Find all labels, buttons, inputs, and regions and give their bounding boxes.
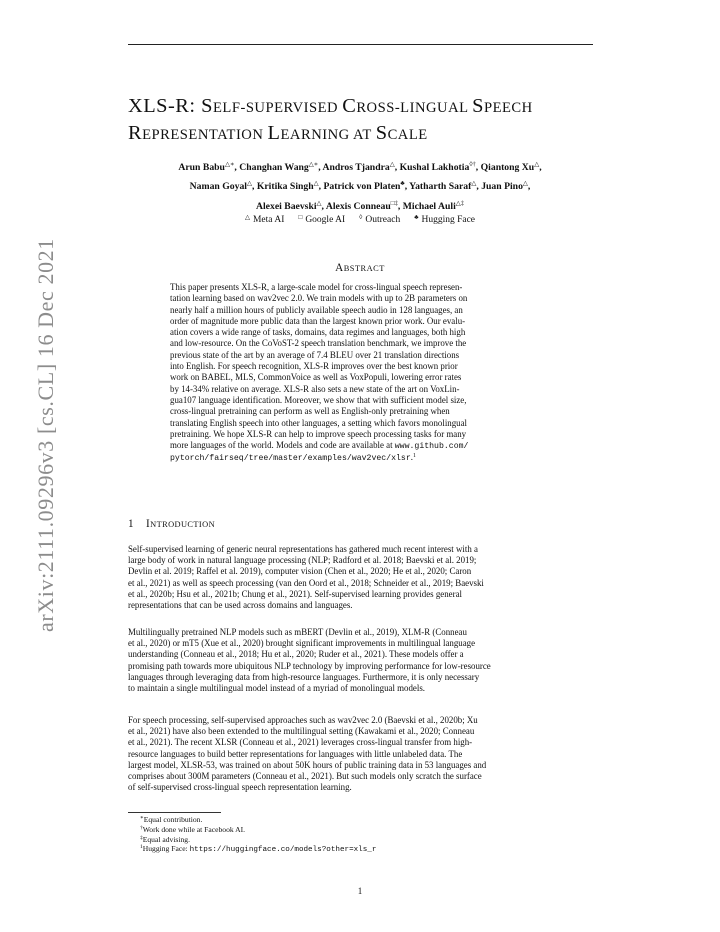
abstract-line: order of magnitude more public data than the largest known prior work. Our evalu-	[170, 315, 466, 326]
title-segment: EPRESENTATION	[142, 127, 268, 143]
paragraph-line: of self-supervised cross-lingual speech representation learning.	[128, 782, 352, 793]
abstract-body	[170, 282, 554, 465]
affiliation	[245, 215, 284, 225]
paragraph-line: et al., 2021). The recent XLSR (Conneau et al., 2021) leverages cross-lingual transfer from high-	[128, 737, 473, 748]
author-name: Qiantong Xu	[480, 162, 535, 173]
affiliation-symbol: ◊	[359, 214, 363, 221]
affiliation-list	[120, 213, 600, 225]
author-name: Yatharth Saraf	[409, 181, 472, 193]
paragraph-line: largest model, XLSR-53, was trained on about 50K hours of public training data in 53 languages and	[128, 759, 487, 770]
affiliation-mark: ◊†	[469, 161, 476, 168]
footnote-mark: †	[140, 824, 143, 831]
author-name: Changhan Wang	[239, 162, 309, 173]
author-separator: ,	[321, 200, 326, 212]
title-segment: C	[342, 95, 357, 117]
footnote-mark: 1	[140, 844, 143, 851]
affiliation-name: Google AI	[305, 215, 346, 225]
footnote	[140, 815, 376, 825]
paragraph-line: et al., 2021) have also been extended to the multilingual setting (Kawakami et al., 2020; Conneau	[128, 726, 475, 737]
author-separator: ,	[394, 162, 400, 173]
section-title-segment: NTRODUCTION	[150, 520, 216, 529]
affiliation-mark: △∗	[224, 161, 235, 168]
affiliation-mark: ♣	[400, 180, 405, 188]
paragraph-line: languages through leveraging data from high-resource languages. Furthermore, it is only necessary	[128, 671, 480, 682]
abstract-line: translating English speech into other languages, a setting which favors monolingual	[170, 417, 468, 428]
page-number: 1	[357, 886, 363, 896]
affiliation-mark: △‡	[455, 199, 465, 207]
author-separator: ,	[234, 162, 240, 173]
title-segment: S	[375, 122, 388, 144]
affiliation-name: Meta AI	[252, 215, 285, 225]
author-line	[120, 177, 600, 196]
paragraph-line: comprises about 300M parameters (Conneau et al., 2021). But such models only scratch the surface	[128, 771, 482, 782]
affiliation-mark: △∗	[308, 161, 319, 168]
author-name: Alexei Baevski	[255, 200, 317, 212]
author-name: Alexis Conneau	[325, 200, 391, 212]
title-segment: ELF-SUPERVISED	[213, 100, 343, 116]
author-separator: ,	[251, 181, 257, 193]
paragraph-line: large body of work in natural language processing (NLP; Radford et al. 2018; Baevski et al. 2019;	[128, 555, 477, 566]
section-number: 1	[128, 518, 134, 530]
abstract-line	[170, 440, 554, 452]
author-name: Michael Auli	[402, 200, 456, 212]
intro-paragraph-3	[128, 715, 593, 793]
code-repository-link-continued[interactable]: pytorch/fairseq/tree/master/examples/wav2vec/xlsr	[170, 454, 411, 464]
author-separator: ,	[475, 162, 481, 173]
title-segment: CALE	[387, 127, 428, 143]
abstract-line: nearly half a million hours of publicly available speech audio in 128 languages, an	[170, 304, 463, 315]
paragraph-line: For speech processing, self-supervised approaches such as wav2vec 2.0 (Baevski et al., 2020b; Xu	[128, 715, 478, 725]
author-name: Patrick von Platen	[323, 181, 401, 193]
author-separator: ,	[476, 181, 482, 193]
paragraph-line: understanding (Conneau et al., 2018; Hu et al., 2020; Ruder et al., 2021). These models offer a	[128, 649, 464, 660]
affiliation	[359, 215, 400, 225]
footnote	[140, 825, 376, 835]
author-name: Arun Babu	[178, 162, 225, 173]
affiliation-mark: △	[471, 180, 477, 188]
footnote-text: Hugging Face:	[142, 844, 190, 854]
footnote-rule	[128, 812, 221, 813]
affiliation-mark: □‡	[390, 199, 398, 207]
abstract-heading-segment: A	[335, 262, 344, 274]
affiliation-mark: △	[522, 180, 528, 188]
abstract-line: cross-lingual pretraining can perform as well as English-only pretraining when	[170, 406, 450, 417]
title-segment: PEECH	[483, 100, 533, 116]
affiliation-symbol: □	[298, 214, 303, 221]
footnote-text: Work done while at Facebook AI.	[142, 824, 246, 834]
footnote-text: Equal advising.	[142, 834, 190, 844]
abstract-line: This paper presents XLS-R, a large-scale model for cross-lingual speech represen-	[170, 282, 463, 292]
paragraph-line: et al., 2020b; Hsu et al., 2021b; Chung et al., 2021). Self-supervised learning provides general	[128, 588, 462, 599]
title-segment: L	[267, 122, 281, 144]
section-title-segment: I	[146, 518, 151, 530]
footnote	[140, 835, 376, 845]
footnote-list	[140, 815, 376, 856]
paragraph-line: Devlin et al. 2019; Raffel et al. 2019), computer vision (Chen et al., 2020; He et al., 2020; Caron	[128, 566, 472, 577]
abstract-line: pretraining. We hope XLS-R can help to improve speech processing tasks for many	[170, 428, 467, 439]
author-separator: ,	[539, 162, 542, 173]
affiliation-mark: △	[389, 161, 395, 168]
abstract-line: gua107 language identification. Moreover, we show that with sufficient model size,	[170, 394, 467, 405]
title-segment: EARNING AT	[280, 127, 376, 143]
author-separator: ,	[404, 181, 410, 193]
author-name: Juan Pino	[481, 181, 523, 193]
title-segment: S	[472, 95, 484, 117]
affiliation-symbol: ♣	[414, 214, 419, 221]
author-separator: ,	[318, 162, 323, 173]
abstract-line: previous state of the art by an average of 7.4 BLEU over 21 translation directions	[170, 349, 460, 360]
author-separator: ,	[318, 181, 324, 193]
abstract-lines	[170, 282, 554, 440]
title-segment: R	[128, 122, 143, 144]
affiliation-mark: △	[316, 199, 322, 207]
title-segment: ROSS-LINGUAL	[356, 100, 473, 116]
section-heading-introduction	[128, 518, 215, 530]
abstract-line: ation covers a wide range of tasks, domains, data regimes and languages, both high	[170, 327, 466, 338]
affiliation-mark: △	[246, 180, 252, 188]
header-rule	[128, 44, 593, 45]
abstract-text-fragment: .	[410, 452, 413, 463]
author-name: Kushal Lakhotia	[399, 162, 470, 173]
paragraph-line: et al., 2021) as well as speech processing (van den Oord et al., 2018; Schneider et al., 2019; Baevski	[128, 577, 484, 588]
paragraph-line: et al., 2020) or mT5 (Xue et al., 2020) brought significant improvements in multilingual language	[128, 638, 476, 649]
footnote-mark: ‡	[140, 834, 143, 841]
author-separator: ,	[527, 181, 531, 193]
intro-paragraph-1	[128, 544, 593, 611]
paragraph-line: promising path towards more ubiquitous NLP technology by improving performance for low-resource	[128, 660, 491, 671]
arxiv-identifier[interactable]: arXiv:2111.09296v3 [cs.CL] 16 Dec 2021	[33, 238, 58, 632]
affiliation-mark: △	[313, 180, 319, 188]
title-line-2	[128, 121, 608, 148]
footnote-ref[interactable]: 1	[412, 453, 416, 460]
paragraph-line: Multilingually pretrained NLP models such as mBERT (Devlin et al., 2019), XLM-R (Conneau	[128, 627, 467, 637]
section-title	[146, 518, 215, 530]
author-separator: ,	[397, 200, 403, 212]
footnote	[140, 844, 376, 856]
footnote-link[interactable]: https://huggingface.co/models?other=xls_r	[189, 846, 377, 855]
paragraph-line: Self-supervised learning of generic neural representations has gathered much recent interest with a	[128, 544, 478, 554]
abstract-line: and low-resource. On the CoVoST-2 speech translation benchmark, we improve the	[170, 338, 467, 349]
abstract-heading	[0, 262, 720, 274]
author-name: Naman Goyal	[189, 181, 247, 193]
abstract-heading-segment: BSTRACT	[343, 264, 385, 273]
title-line-1	[128, 94, 608, 121]
paragraph-line: resource languages to build better representations for languages with little unlabeled data. The	[128, 748, 463, 759]
abstract-line: tation learning based on wav2vec 2.0. We train models with up to 2B parameters on	[170, 293, 468, 304]
paragraph-line: to maintain a single multilingual model instead of a myriad of monolingual models.	[128, 683, 426, 694]
title-segment: XLS-R: S	[128, 95, 214, 117]
affiliation	[298, 215, 345, 225]
abstract-line: work on BABEL, MLS, CommonVoice as well as VoxPopuli, lowering error rates	[170, 372, 462, 383]
author-name: Andros Tjandra	[322, 162, 390, 173]
author-name: Kritika Singh	[256, 181, 314, 193]
paragraph-line: representations that can be used across domains and languages.	[128, 600, 353, 611]
affiliation-symbol: △	[244, 214, 250, 221]
author-line	[120, 158, 600, 177]
affiliation-mark: △	[534, 161, 540, 168]
abstract-text-fragment: more languages of the world. Models and code are available at	[170, 440, 395, 451]
footnote-text: Equal contribution.	[143, 815, 203, 824]
abstract-line	[170, 452, 554, 464]
affiliation-name: Outreach	[365, 215, 401, 225]
abstract-line: by 14-34% relative on average. XLS-R also sets a new state of the art on VoxLin-	[170, 383, 460, 394]
footnote-mark: ∗	[140, 815, 144, 821]
affiliation	[414, 215, 475, 225]
code-repository-link[interactable]: www.github.com/	[394, 442, 469, 452]
author-list	[120, 158, 600, 216]
affiliation-name: Hugging Face	[421, 215, 476, 225]
intro-paragraph-2	[128, 627, 593, 694]
paper-title	[128, 94, 608, 148]
abstract-line: into English. For speech recognition, XLS-R improves over the best known prior	[170, 361, 458, 372]
